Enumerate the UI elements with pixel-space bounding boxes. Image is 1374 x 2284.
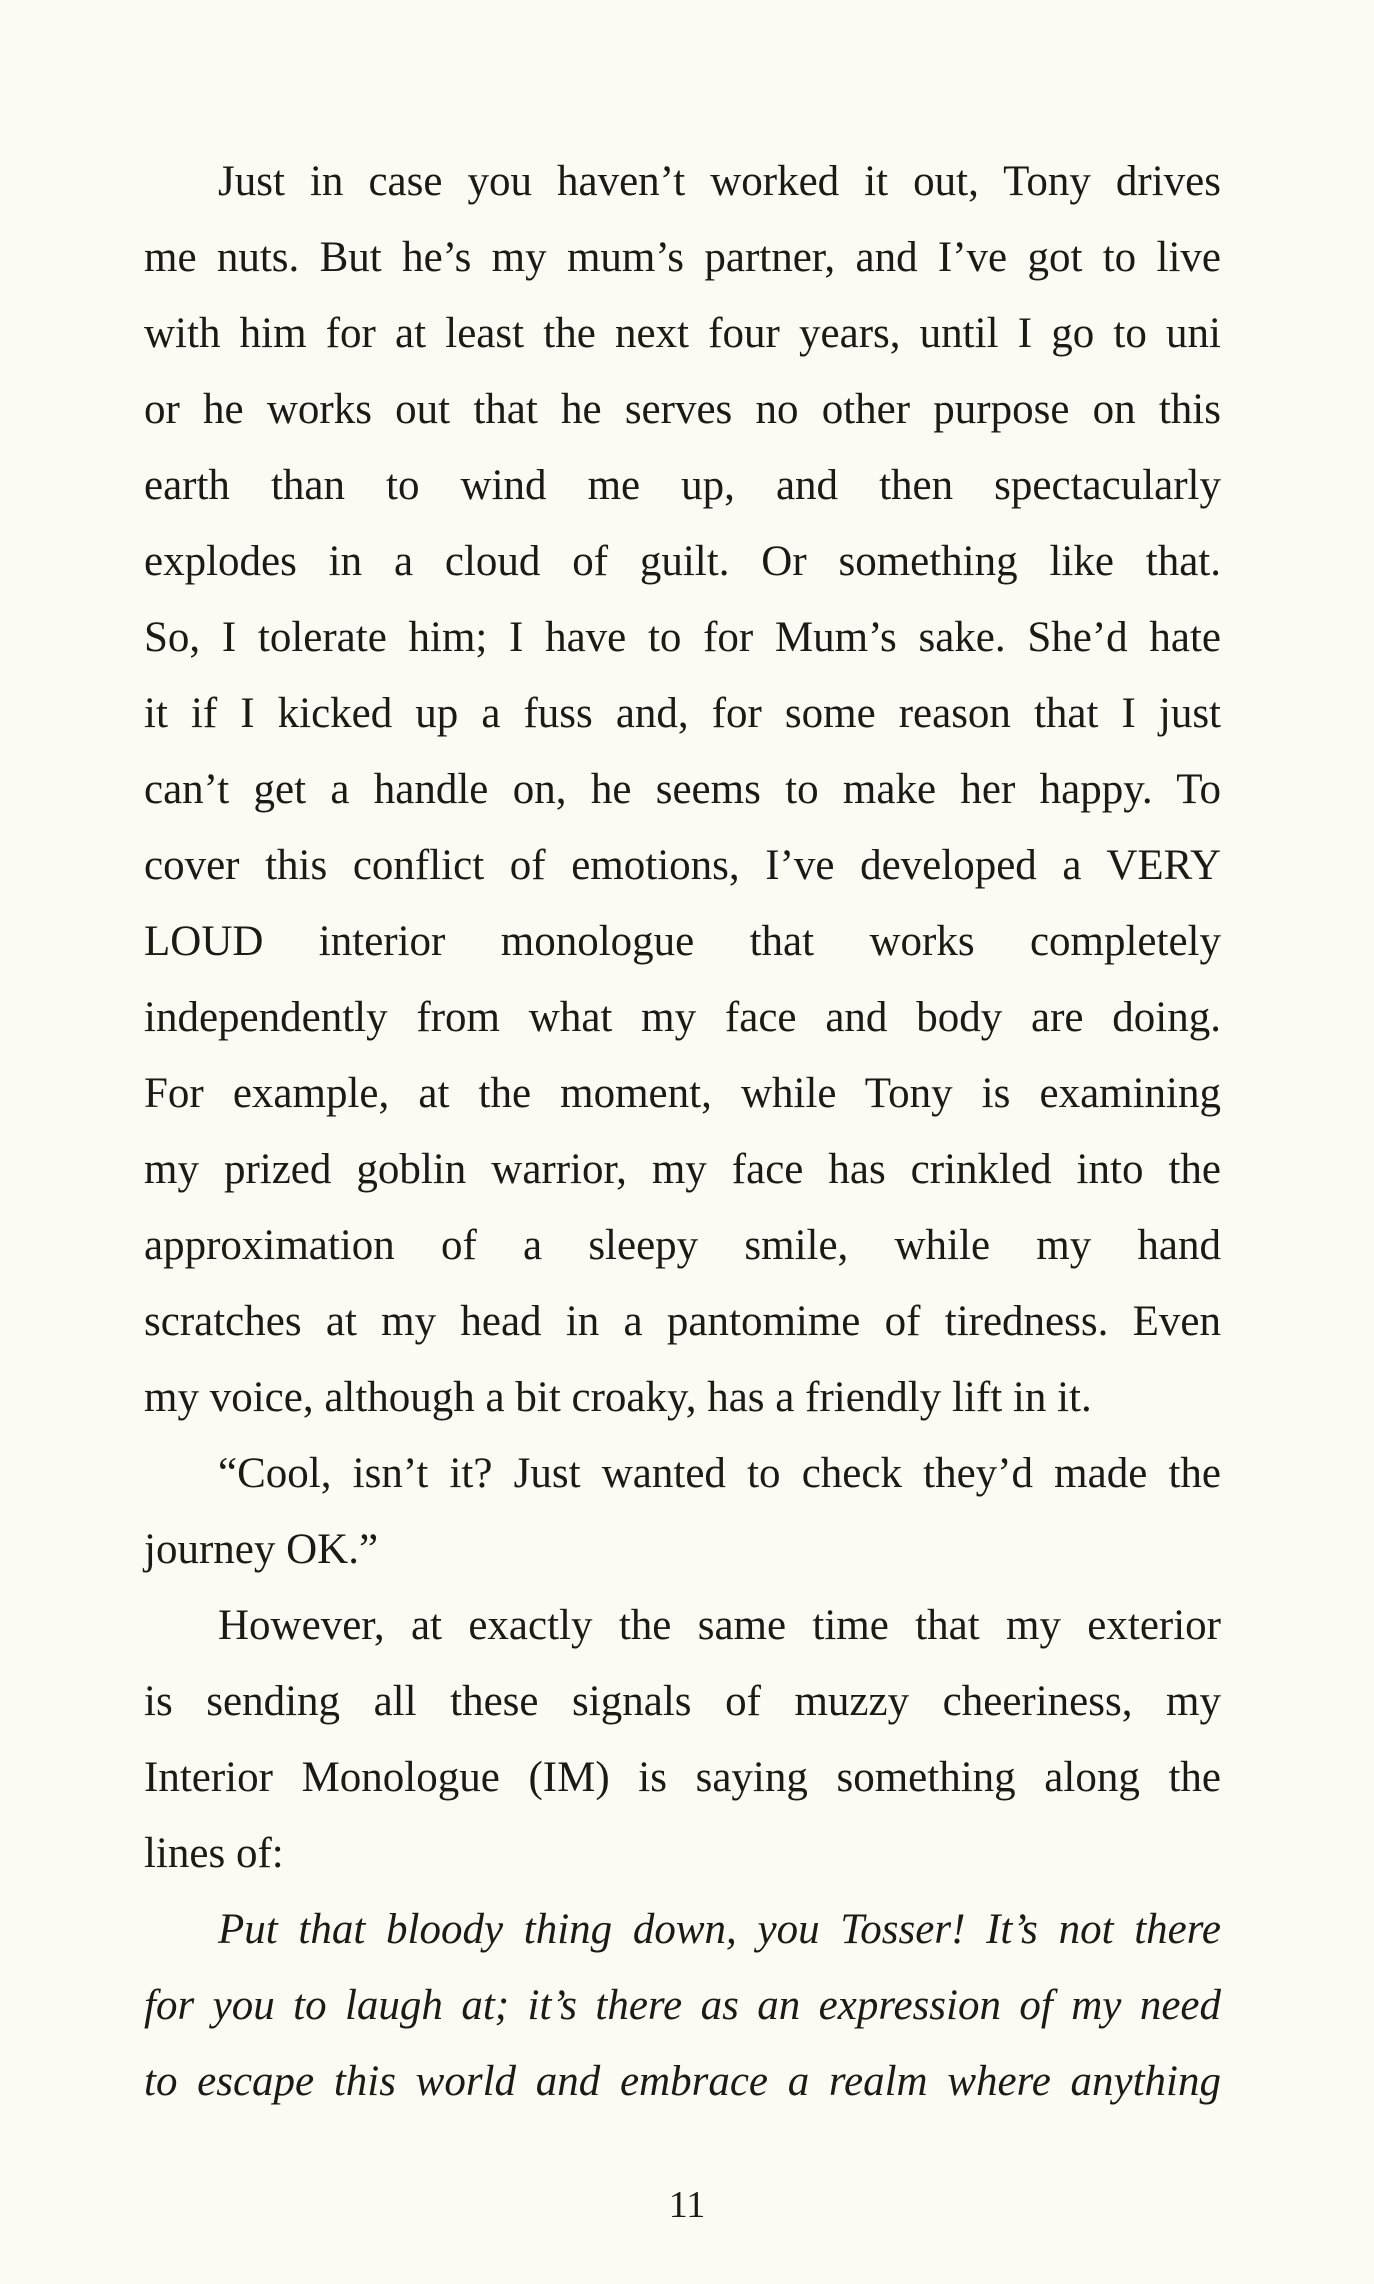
text-line: my voice, although a bit croaky, has a friendly lift in it. — [144, 1374, 1092, 1421]
text-line: Just in case you haven’t worked it out, Tony drives — [218, 158, 1221, 205]
text-line: it if I kicked up a fuss and, for some reason that I just — [144, 690, 1221, 737]
text-line: can’t get a handle on, he seems to make her happy. To — [144, 766, 1221, 813]
text-line: for you to laugh at; it’s there as an expression of my need — [144, 1982, 1221, 2029]
text-line: lines of: — [144, 1830, 284, 1877]
text-line: is sending all these signals of muzzy cheeriness, my — [144, 1678, 1221, 1725]
text-line: journey OK.” — [144, 1526, 379, 1573]
text-line: So, I tolerate him; I have to for Mum’s sake. She’d hate — [144, 614, 1221, 661]
text-line: cover this conflict of emotions, I’ve developed a VERY — [144, 842, 1221, 889]
paragraph-1 — [144, 144, 1221, 1436]
text-line: with him for at least the next four years, until I go to uni — [144, 310, 1221, 357]
text-line: For example, at the moment, while Tony is examining — [144, 1070, 1221, 1117]
text-line: “Cool, isn’t it? Just wanted to check they’d made the — [218, 1450, 1221, 1497]
text-line: Interior Monologue (IM) is saying something along the — [144, 1754, 1221, 1801]
text-line: approximation of a sleepy smile, while my hand — [144, 1222, 1221, 1269]
text-line: scratches at my head in a pantomime of tiredness. Even — [144, 1298, 1221, 1345]
text-line: my prized goblin warrior, my face has crinkled into the — [144, 1146, 1221, 1193]
text-line: independently from what my face and body are doing. — [144, 994, 1221, 1041]
page-number: 11 — [668, 2184, 706, 2226]
paragraph-4-interior-monologue — [144, 1892, 1221, 2120]
paragraph-2 — [144, 1436, 1221, 1588]
text-line: earth than to wind me up, and then spectacularly — [144, 462, 1221, 509]
text-line: Put that bloody thing down, you Tosser! It’s not there — [218, 1906, 1221, 1953]
paragraph-3 — [144, 1588, 1221, 1892]
text-line: me nuts. But he’s my mum’s partner, and I’ve got to live — [144, 234, 1221, 281]
text-line: to escape this world and embrace a realm where anything — [144, 2058, 1221, 2105]
text-line: or he works out that he serves no other purpose on this — [144, 386, 1221, 433]
text-line: explodes in a cloud of guilt. Or something like that. — [144, 538, 1221, 585]
text-line: LOUD interior monologue that works completely — [144, 918, 1221, 965]
body-text — [144, 144, 1221, 2120]
text-line: However, at exactly the same time that my exterior — [218, 1602, 1221, 1649]
